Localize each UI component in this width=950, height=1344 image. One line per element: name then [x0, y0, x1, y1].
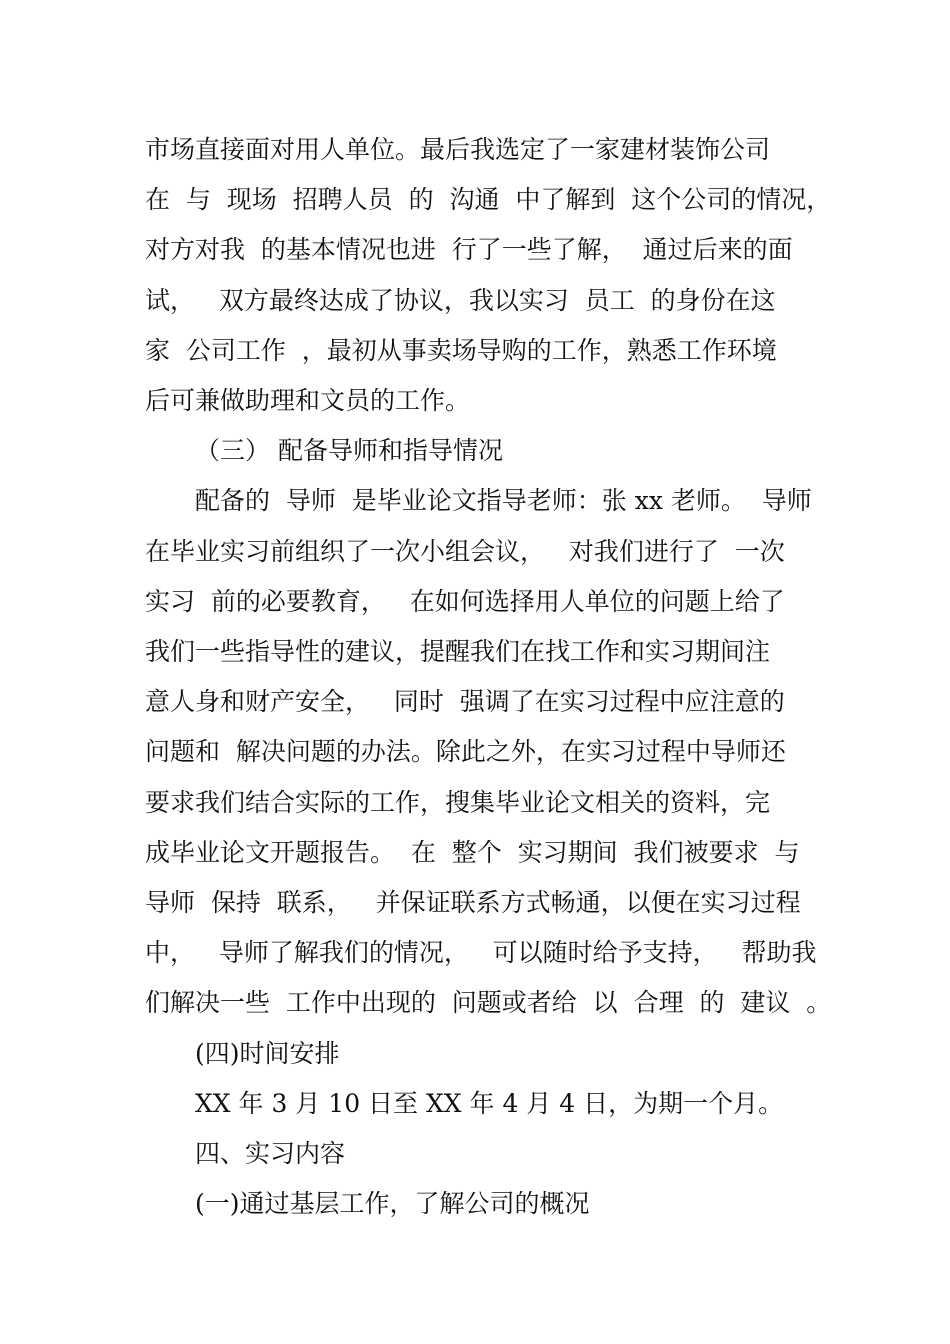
text-line: 意人身和财产安全， 同时 强调了在实习过程中应注意的 — [145, 687, 785, 716]
text-line: XX 年 3 月 10 日至 XX 年 4 月 4 日，为期一个月。 — [195, 1089, 784, 1118]
text-line: 实习 前的必要教育， 在如何选择用人单位的问题上给了 — [145, 587, 785, 616]
text-line: 中， 导师了解我们的情况， 可以随时给予支持， 帮助我 — [145, 938, 817, 967]
text-line: 导师 保持 联系， 并保证联系方式畅通，以便在实习过程 — [145, 888, 801, 917]
text-line: 问题和 解决问题的办法。除此之外，在实习过程中导师还 — [145, 737, 786, 766]
text-line: (四)时间安排 — [195, 1039, 340, 1068]
text-line: （三） 配备导师和指导情况 — [195, 436, 503, 465]
text-line: 成毕业论文开题报告。 在 整个 实习期间 我们被要求 与 — [145, 838, 800, 867]
text-line: 四、实习内容 — [195, 1139, 346, 1168]
text-line: 试， 双方最终达成了协议，我以实习 员工 的身份在这 — [145, 286, 776, 315]
text-line: 在 与 现场 招聘人员 的 沟通 中了解到 这个公司的情况， — [145, 185, 832, 214]
text-line: 要求我们结合实际的工作，搜集毕业论文相关的资料，完 — [145, 788, 771, 817]
text-line: 配备的 导师 是毕业论文指导老师：张 xx 老师。 导师 — [195, 486, 812, 515]
text-line: 们解决一些 工作中出现的 问题或者给 以 合理 的 建议 。 — [145, 988, 832, 1017]
text-line: 在毕业实习前组织了一次小组会议， 对我们进行了 一次 — [145, 537, 785, 566]
text-line: 市场直接面对用人单位。最后我选定了一家建材装饰公司 — [145, 135, 771, 164]
text-line: 家 公司工作 ，最初从事卖场导购的工作，熟悉工作环境 — [145, 336, 777, 365]
text-line: 我们一些指导性的建议，提醒我们在找工作和实习期间注 — [145, 637, 771, 666]
text-line: 对方对我 的基本情况也进 行了一些了解， 通过后来的面 — [145, 235, 793, 264]
text-line: (一)通过基层工作，了解公司的概况 — [195, 1189, 590, 1218]
text-line: 后可兼做助理和文员的工作。 — [145, 386, 471, 415]
